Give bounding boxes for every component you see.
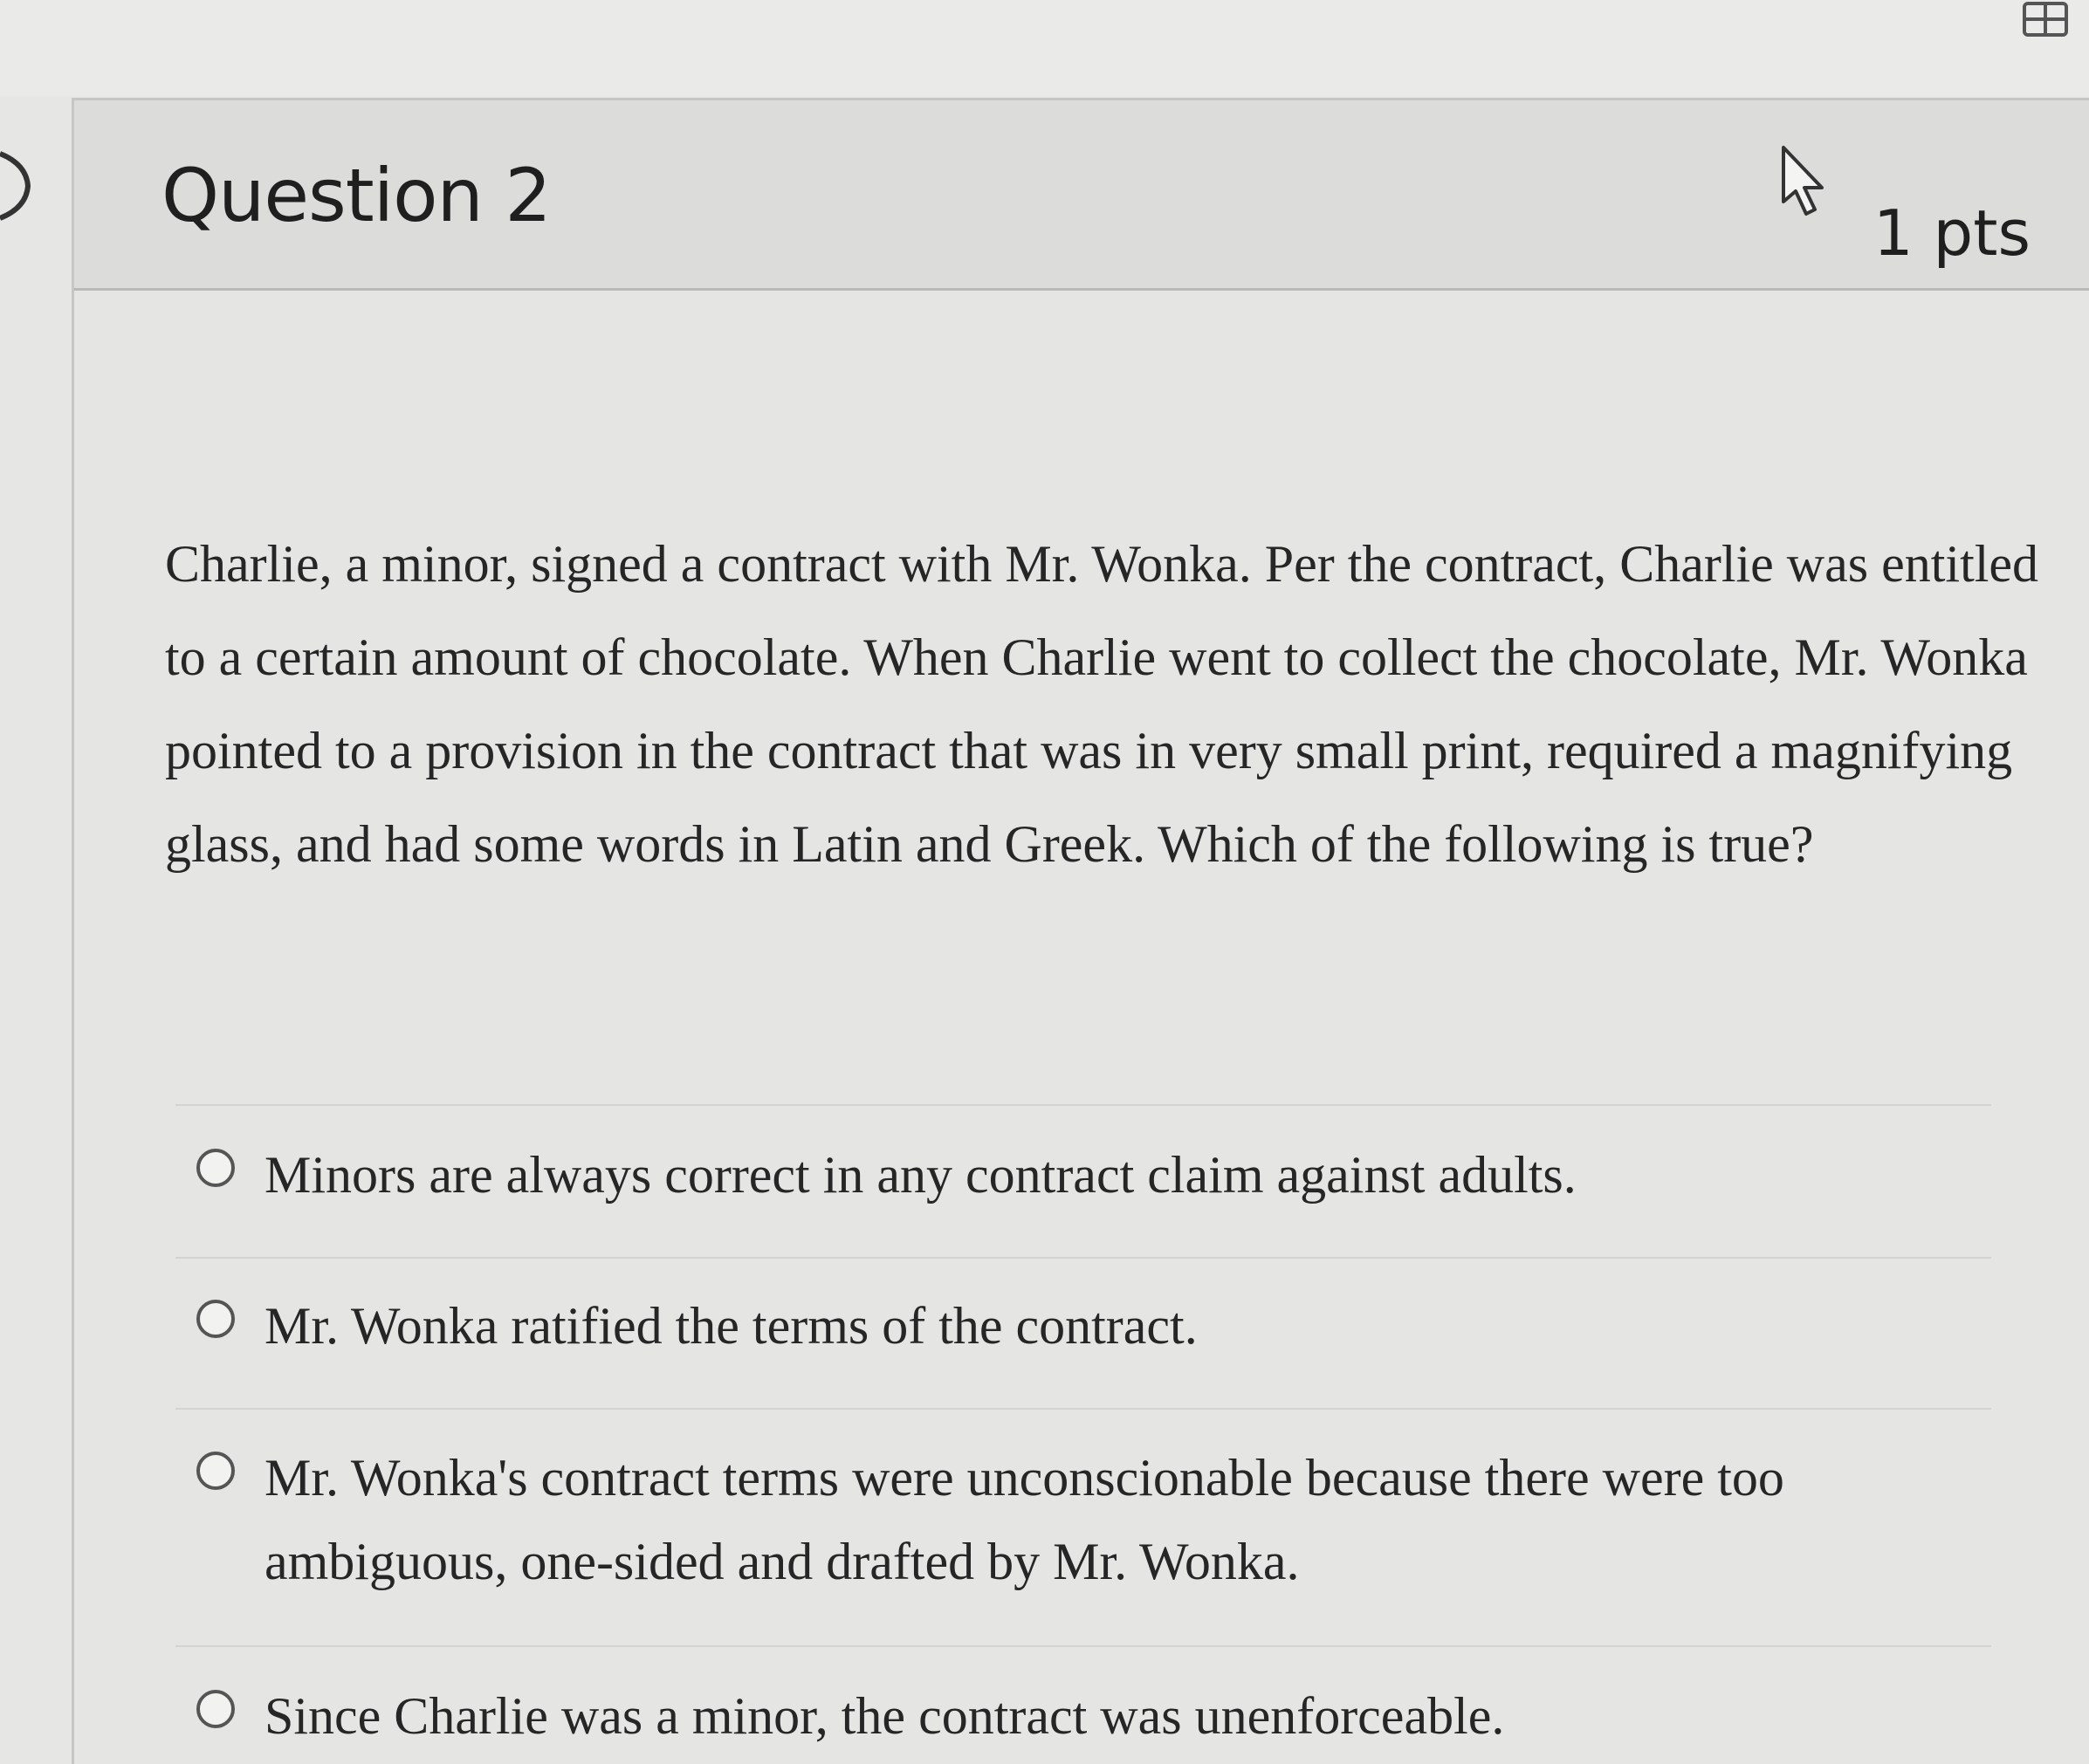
radio-button[interactable] (196, 1452, 235, 1490)
question-points: 1 pts (1873, 196, 2031, 270)
question-text: Charlie, a minor, signed a contract with Mr. Wonka. Per the contract, Charlie was entitled to a certain amount of chocolate. When Charlie went to collect the chocolate, Mr. Wonka pointed to a provision in the contract that was in very small print, required a magnifying glass, and had some words in Latin and Greek. Which of the following is true? (165, 535, 2039, 873)
browser-top-strip (0, 0, 2089, 96)
question-header (74, 100, 2089, 291)
radio-button[interactable] (196, 1149, 235, 1187)
mouse-cursor-icon (1776, 144, 1838, 223)
chevron-right-icon[interactable] (0, 147, 35, 225)
answer-label[interactable]: Minors are always correct in any contract claim against adults. (265, 1146, 1577, 1204)
answer-divider (175, 1408, 1991, 1410)
answer-label[interactable]: Since Charlie was a minor, the contract was unenforceable. (265, 1687, 1505, 1745)
answer-option[interactable] (196, 1133, 1995, 1217)
answer-divider (175, 1645, 1991, 1647)
answer-option[interactable] (196, 1674, 1995, 1758)
question-body (74, 291, 2089, 1764)
answer-label[interactable]: Mr. Wonka ratified the terms of the contract. (265, 1297, 1198, 1355)
radio-button[interactable] (196, 1690, 235, 1728)
grid-icon[interactable] (2017, 0, 2073, 42)
answer-label[interactable]: Mr. Wonka's contract terms were unconscionable because there were too ambiguous, one-sided and drafted by Mr. Wonka. (265, 1449, 1784, 1590)
answer-option[interactable] (196, 1284, 1995, 1368)
answer-option[interactable] (196, 1436, 1995, 1603)
answer-divider (175, 1257, 1991, 1259)
question-title: Question 2 (161, 153, 551, 238)
radio-button[interactable] (196, 1300, 235, 1338)
question-card (72, 98, 2089, 1764)
answer-divider (175, 1104, 1991, 1106)
